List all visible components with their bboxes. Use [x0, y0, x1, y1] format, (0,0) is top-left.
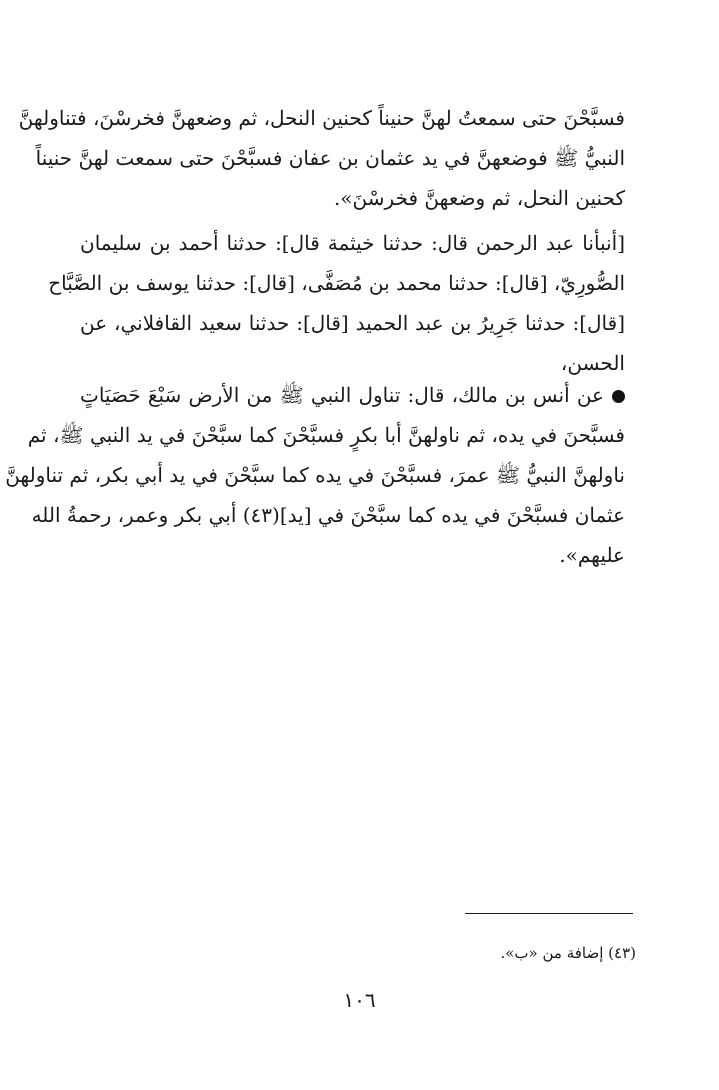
bullet-icon: [612, 390, 625, 403]
text-line-first: [80, 375, 625, 415]
page-number: ١٠٦: [343, 988, 376, 1012]
text-line: كحنين النحل، ثم وضعهنَّ فخرسْنَ».: [333, 186, 625, 210]
paragraph-2-isnad: [48, 223, 625, 383]
footnote: (٤٣) إضافة من «ب».: [500, 944, 636, 962]
footnote-divider: [465, 913, 633, 914]
text-line: الصُّورِيّ، [قال]: حدثنا محمد بن مُصَفَّى، [قال]: حدثنا يوسف بن الصَّبَّاح: [48, 271, 625, 295]
text-line: عثمان فسبَّحْنَ في يده كما سبَّحْنَ في [يد](٤٣) أبي بكر وعمر، رحمةُ الله: [31, 503, 625, 527]
paragraph-3-hadith: [5, 375, 625, 575]
text-line: ناولهنَّ النبيُّ ﷺ عمرَ، فسبَّحْنَ في يده كما سبَّحْنَ في يد أبي بكر، ثم تناولهنَّ: [5, 463, 625, 487]
text-line: عليهم».: [559, 543, 625, 567]
paragraph-1: [18, 98, 625, 218]
text-line: فسبَّحنَ في يده، ثم ناولهنَّ أبا بكرٍ فسبَّحْنَ كما سبَّحْنَ في يد النبي ﷺ، ثم: [27, 423, 625, 447]
text-line: [قال]: حدثنا جَرِيرُ بن عبد الحميد [قال]: حدثنا سعيد القافلاني، عن: [80, 311, 625, 335]
text-line-content: عن أنس بن مالك، قال: تناول النبي ﷺ من الأرض سَبْعَ حَصَيَاتٍ: [80, 383, 604, 407]
text-line: النبيُّ ﷺ فوضعهنَّ في يد عثمان بن عفان فسبَّحْنَ حتى سمعت لهنَّ حنيناً: [35, 146, 625, 170]
text-line: [أنبأنا عبد الرحمن قال: حدثنا خيثمة قال]: حدثنا أحمد بن سليمان: [80, 231, 625, 255]
text-line: الحسن،: [560, 351, 625, 375]
text-line: فسبَّحْنَ حتى سمعتُ لهنَّ حنيناً كحنين النحل، ثم وضعهنَّ فخرسْنَ، فتناولهنَّ: [18, 106, 625, 130]
